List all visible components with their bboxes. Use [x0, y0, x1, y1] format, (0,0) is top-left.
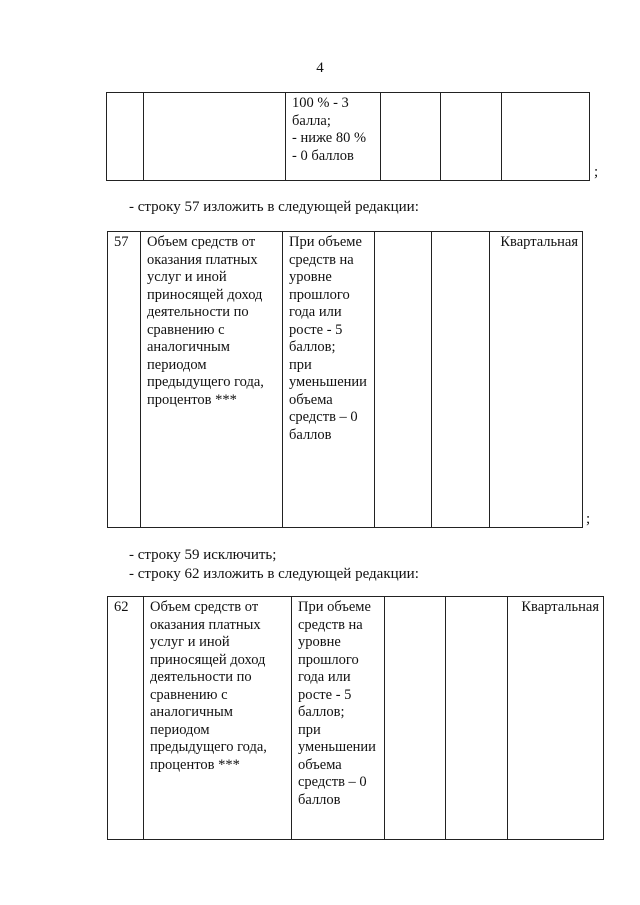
cell-criteria: При объеме средств на уровне прошлого года или росте - 5 баллов; при уменьшении объема средств – 0 баллов — [292, 597, 385, 840]
cell-empty — [385, 597, 446, 840]
cell-periodicity: Квартальная — [490, 232, 583, 528]
table-top-fragment — [106, 92, 590, 181]
table-row-57 — [107, 231, 583, 528]
cell-periodicity: Квартальная — [508, 597, 604, 840]
table-row — [108, 597, 604, 840]
cell-criteria: 100 % - 3 балла; - ниже 80 % - 0 баллов — [286, 93, 381, 181]
cell-periodicity — [502, 93, 590, 181]
cell-empty — [432, 232, 490, 528]
page-number: 4 — [316, 60, 324, 76]
cell-empty — [441, 93, 502, 181]
cell-indicator: Объем средств от оказания платных услуг и иной приносящей доход деятельности по сравнению с аналогичным периодом предыдущего года, процентов *** — [141, 232, 283, 528]
cell-number: 57 — [108, 232, 141, 528]
cell-criteria: При объеме средств на уровне прошлого года или росте - 5 баллов; при уменьшении объема средств – 0 баллов — [283, 232, 375, 528]
instruction-line: - строку 59 исключить; — [129, 547, 277, 563]
row-terminator: ; — [586, 511, 591, 527]
cell-indicator: Объем средств от оказания платных услуг и иной приносящей доход деятельности по сравнению с аналогичным периодом предыдущего года, процентов *** — [144, 597, 292, 840]
table-row-62 — [107, 596, 604, 840]
cell-number — [107, 93, 144, 181]
row-terminator: ; — [594, 164, 599, 180]
table-row — [108, 232, 583, 528]
cell-empty — [446, 597, 508, 840]
cell-empty — [375, 232, 432, 528]
instruction-line: - строку 62 изложить в следующей редакции: — [129, 566, 419, 582]
instruction-line: - строку 57 изложить в следующей редакции: — [129, 199, 419, 215]
table-row — [107, 93, 590, 181]
cell-empty — [381, 93, 441, 181]
cell-indicator — [144, 93, 286, 181]
cell-number: 62 — [108, 597, 144, 840]
